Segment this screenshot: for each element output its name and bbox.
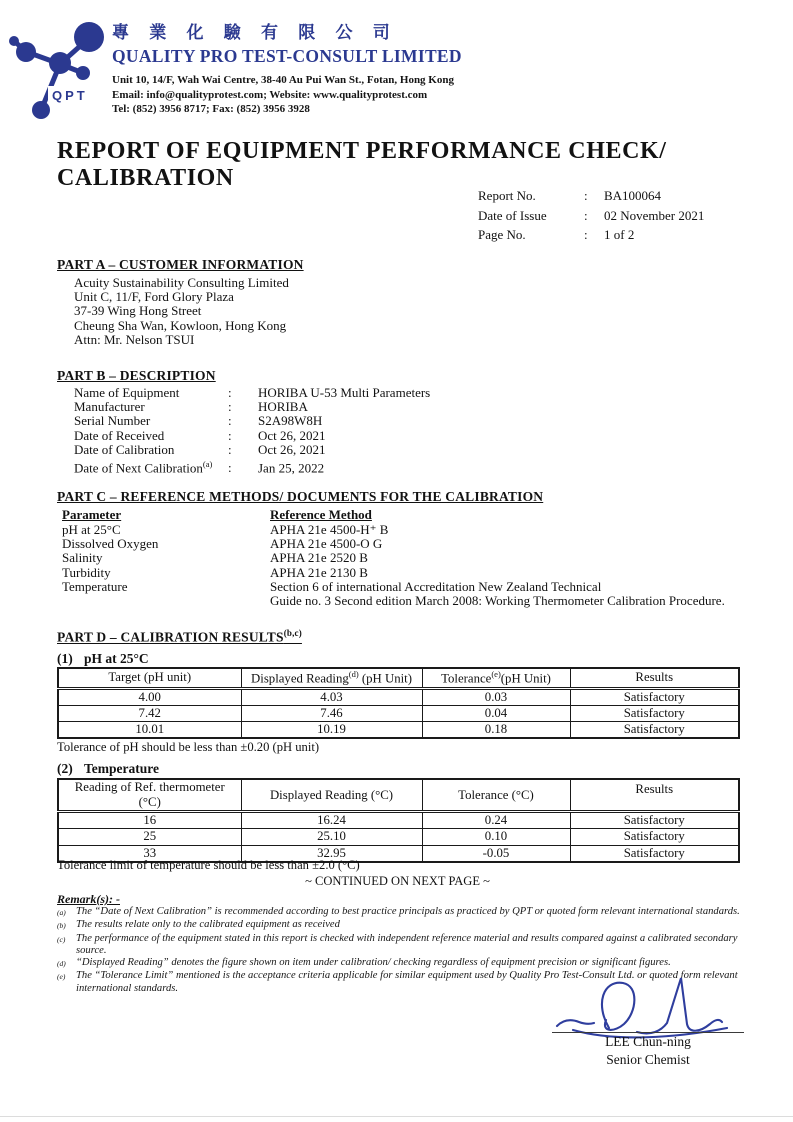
reference-method-line: Guide no. 3 Second edition March 2008: Working Thermometer Calibration Procedure. — [270, 593, 725, 609]
equipment-value: HORIBA — [258, 399, 308, 415]
equipment-label: Date of Next Calibration$^{(a)}$ — [74, 459, 213, 476]
company-name-chinese: 專 業 化 驗 有 限 公 司 — [112, 23, 398, 42]
section-1-name: pH at 25°C — [84, 651, 149, 666]
table-cell: 7.42 — [58, 705, 241, 722]
table-cell: Satisfactory — [570, 829, 739, 846]
equipment-row — [74, 457, 430, 476]
section-2-name: Temperature — [84, 761, 159, 776]
report-no-value: BA100064 — [604, 188, 662, 203]
page-no-value: 1 of 2 — [604, 227, 635, 242]
colon: : — [228, 413, 232, 429]
colon: : — [228, 460, 232, 476]
reference-method-line: APHA 21e 2130 B — [270, 564, 368, 580]
remarks-heading: Remark(s): - — [57, 892, 120, 906]
equipment-label: Date of Received — [74, 427, 165, 443]
colon: : — [584, 207, 588, 223]
table-cell: 0.18 — [422, 722, 570, 739]
column-header: Results — [570, 779, 739, 812]
ph-calibration-table — [57, 667, 740, 739]
part-d-heading — [57, 628, 302, 646]
parameter-name: pH at 25°C — [62, 522, 121, 537]
company-address: Unit 10, 14/F, Wah Wai Centre, 38-40 Au Pui Wan St., Fotan, Hong Kong — [112, 74, 454, 86]
footnote-marker: (e) — [491, 669, 501, 680]
customer-line: 37-39 Wing Hong Street — [74, 303, 202, 319]
remark-marker: (e) — [57, 972, 66, 982]
logo-text: QPT — [52, 88, 88, 103]
reference-rows — [62, 523, 782, 608]
table-cell: 33 — [58, 845, 241, 862]
column-header: Displayed Reading$^{(d)}$ (pH Unit) — [241, 668, 422, 688]
reference-method — [270, 551, 782, 565]
part-a-heading: PART A – CUSTOMER INFORMATION — [57, 257, 304, 272]
section-1-number: (1) — [57, 651, 73, 666]
column-header: Displayed Reading (°C) — [241, 779, 422, 812]
table-cell: 25 — [58, 829, 241, 846]
footnote-marker: (a) — [202, 459, 213, 470]
equipment-row — [74, 386, 430, 400]
equipment-label: Manufacturer — [74, 399, 145, 415]
reference-method-line: Section 6 of international Accreditation New Zealand Technical — [270, 578, 602, 594]
reference-row — [62, 566, 782, 580]
ph-table-body — [58, 688, 739, 738]
section-2-title — [57, 761, 159, 777]
equipment-label: Serial Number — [74, 413, 151, 429]
table-cell: 0.10 — [422, 829, 570, 846]
remark-marker: (d) — [57, 959, 66, 969]
equipment-row — [74, 443, 430, 457]
ph-table-head — [58, 668, 739, 688]
reference-row — [62, 537, 782, 551]
continued-on-next-page: ~ CONTINUED ON NEXT PAGE ~ — [305, 874, 490, 888]
colon: : — [584, 227, 588, 242]
report-title: REPORT OF EQUIPMENT PERFORMANCE CHECK/ CALIBRATION — [57, 138, 667, 191]
remark-text: The results relate only to the calibrated equipment as received — [76, 919, 340, 931]
table-header-row — [58, 668, 739, 688]
equipment-value: Jan 25, 2022 — [258, 460, 325, 476]
date-of-issue-label: Date of Issue — [478, 207, 547, 223]
equipment-value: Oct 26, 2021 — [258, 427, 326, 443]
remark-text: “Displayed Reading” denotes the figure shown on item under calibration/ checking regardless of equipment precision or significant figures. — [76, 957, 671, 969]
report-info — [478, 186, 704, 245]
table-cell: Satisfactory — [570, 812, 739, 829]
table-row — [58, 705, 739, 722]
temperature-calibration-table — [57, 778, 740, 863]
footnote-marker: (d) — [348, 669, 359, 680]
table-cell: Satisfactory — [570, 688, 739, 705]
molecule-graphic — [9, 22, 104, 119]
company-tel-fax: Tel: (852) 3956 8717; Fax: (852) 3956 3928 — [112, 103, 310, 115]
colon: : — [228, 399, 232, 415]
report-info-row — [478, 186, 704, 206]
parameter-name: Temperature — [62, 578, 128, 594]
parameter-column-header: Parameter — [62, 507, 122, 522]
qpt-logo — [6, 12, 110, 124]
equipment-row — [74, 400, 430, 414]
column-header: Target (pH unit) — [58, 668, 241, 688]
report-no-label: Report No. — [478, 188, 536, 203]
signature-ink — [557, 978, 727, 1037]
table-row — [58, 829, 739, 846]
table-cell: 4.00 — [58, 688, 241, 705]
reference-row — [62, 580, 782, 608]
remark-marker: (c) — [57, 934, 66, 944]
equipment-value: Oct 26, 2021 — [258, 441, 326, 457]
colon: : — [228, 441, 232, 457]
equipment-value: S2A98W8H — [258, 413, 323, 429]
column-header: Reading of Ref. thermometer (°C) — [58, 779, 241, 812]
temperature-tolerance-note: Tolerance limit of temperature should be less than ±2.0 (°C) — [57, 858, 360, 872]
table-cell: 7.46 — [241, 705, 422, 722]
footnote-marker: (b,c) — [283, 628, 302, 638]
customer-line: Attn: Mr. Nelson TSUI — [74, 331, 195, 347]
company-contact-block — [112, 73, 462, 117]
remark-text: The “Date of Next Calibration” is recommended according to best practice principals as practiced by QPT or quoted form relevant international standards. — [76, 906, 740, 917]
report-info-row — [478, 225, 704, 245]
letterhead — [112, 18, 462, 117]
reference-method — [270, 537, 782, 551]
table-cell: 10.19 — [241, 722, 422, 739]
remark-marker: (b) — [57, 921, 66, 931]
customer-line: Unit C, 11/F, Ford Glory Plaza — [74, 289, 234, 305]
customer-line: Cheung Sha Wan, Kowloon, Hong Kong — [74, 317, 287, 333]
parameter-name: Dissolved Oxygen — [62, 536, 159, 552]
table-cell: 0.03 — [422, 688, 570, 705]
reference-row — [62, 523, 782, 537]
parameter-name: Salinity — [62, 550, 103, 566]
method-column-header: Reference Method — [270, 507, 372, 522]
remark-text: The performance of the equipment stated in this report is checked with independent reference material and results compared against a calibrated secondary source. — [76, 932, 738, 956]
signatory-title: Senior Chemist — [606, 1052, 690, 1067]
table-cell: Satisfactory — [570, 705, 739, 722]
table-cell: 0.24 — [422, 812, 570, 829]
remark-text: The “Tolerance Limit” mentioned is the acceptance criteria applicable for similar equipment used by Quality Pro Test-Consult Ltd. or quoted form relevant international standards. — [76, 970, 738, 994]
reference-method-line: APHA 21e 2520 B — [270, 550, 368, 566]
equipment-label: Name of Equipment — [74, 385, 180, 400]
equipment-rows — [74, 386, 430, 476]
table-cell: 10.01 — [58, 722, 241, 739]
remark-item — [57, 919, 763, 932]
table-cell: 25.10 — [241, 829, 422, 846]
section-2-number: (2) — [57, 761, 73, 776]
date-of-issue-value: 02 November 2021 — [604, 207, 705, 223]
remark-item — [57, 933, 763, 958]
customer-line: Acuity Sustainability Consulting Limited — [74, 275, 289, 290]
equipment-value: HORIBA U-53 Multi Parameters — [258, 385, 431, 400]
remark-item — [57, 906, 763, 919]
report-info-row — [478, 206, 704, 226]
table-cell: 32.95 — [241, 845, 422, 862]
reference-row — [62, 551, 782, 565]
remark-item — [57, 957, 763, 970]
part-d-heading-text: PART D – CALIBRATION RESULTS — [57, 629, 284, 645]
part-c-heading: PART C – REFERENCE METHODS/ DOCUMENTS FOR THE CALIBRATION — [57, 489, 544, 504]
ph-tolerance-note: Tolerance of pH should be less than ±0.20 (pH unit) — [57, 740, 320, 754]
part-b-heading: PART B – DESCRIPTION — [57, 368, 216, 383]
column-header: Tolerance$^{(e)}$(pH Unit) — [422, 668, 570, 688]
table-cell: 4.03 — [241, 688, 422, 705]
temp-table-body — [58, 812, 739, 862]
equipment-label: Date of Calibration — [74, 441, 175, 457]
temp-table-head — [58, 779, 739, 812]
table-row — [58, 812, 739, 829]
table-cell: Satisfactory — [570, 845, 739, 862]
table-header-row — [58, 779, 739, 812]
reference-method — [270, 523, 782, 537]
reference-method — [270, 566, 782, 580]
company-name-english: QUALITY PRO TEST-CONSULT LIMITED — [112, 46, 462, 66]
column-header: Results — [570, 668, 739, 688]
customer-info — [74, 276, 289, 347]
table-cell: 16.24 — [241, 812, 422, 829]
equipment-row — [74, 414, 430, 428]
signature-line — [552, 1032, 744, 1033]
table-cell: 16 — [58, 812, 241, 829]
table-row — [58, 688, 739, 705]
reference-method-line: APHA 21e 4500-H⁺ B — [270, 522, 389, 537]
colon: : — [584, 188, 588, 203]
page-bottom-edge — [0, 1116, 793, 1117]
column-header: Tolerance (°C) — [422, 779, 570, 812]
reference-column-headers — [62, 507, 372, 523]
colon: : — [228, 385, 232, 400]
remark-marker: (a) — [57, 908, 66, 917]
company-email-website: Email: info@qualityprotest.com; Website: www.qualityprotest.com — [112, 88, 428, 101]
section-1-title — [57, 651, 149, 667]
signatory-name: LEE Chun-ning — [605, 1034, 691, 1049]
parameter-name: Turbidity — [62, 564, 111, 580]
reference-method — [270, 580, 782, 608]
reference-method-line: APHA 21e 4500-O G — [270, 536, 383, 552]
table-row — [58, 722, 739, 739]
table-cell: -0.05 — [422, 845, 570, 862]
equipment-row — [74, 429, 430, 443]
colon: : — [228, 427, 232, 443]
table-cell: 0.04 — [422, 705, 570, 722]
page-no-label: Page No. — [478, 227, 526, 242]
table-cell: Satisfactory — [570, 722, 739, 739]
